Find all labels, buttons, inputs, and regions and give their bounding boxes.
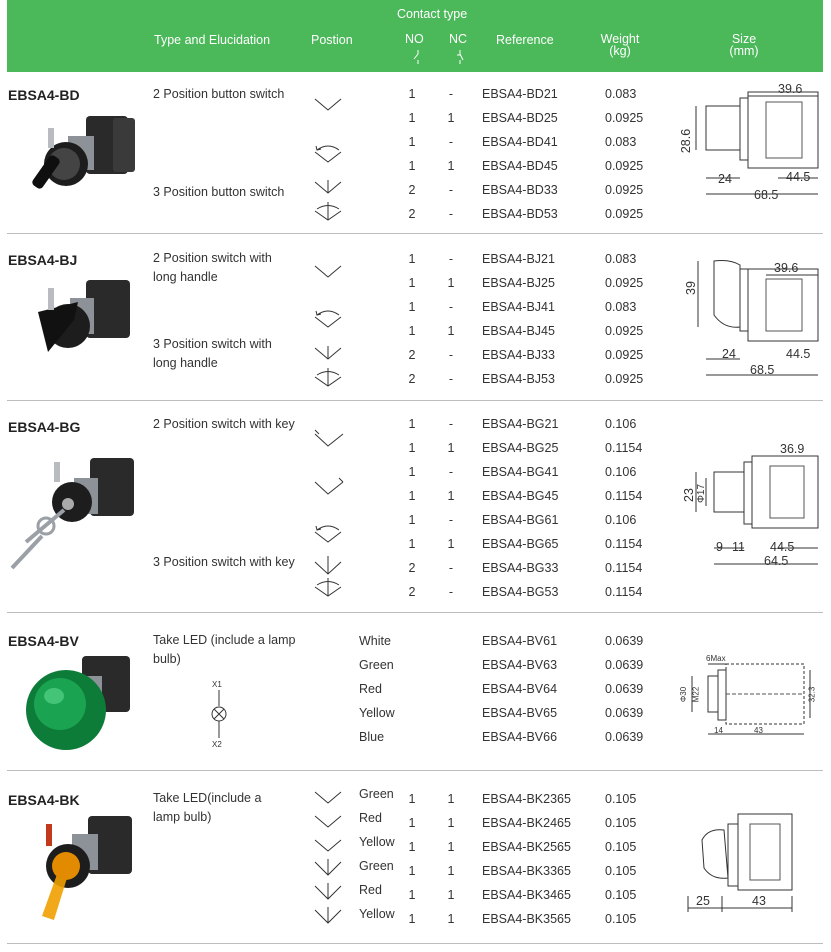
reference-value: EBSA4-BK3565: [482, 912, 571, 926]
no-value: 1: [408, 792, 416, 806]
color-value: Green: [359, 658, 394, 672]
dimension-label: 9: [716, 540, 723, 554]
lamp-terminal-label: X1: [212, 680, 222, 689]
weight-value: 0.105: [605, 888, 637, 902]
position-symbol-icon: [313, 344, 343, 364]
nc-value: -: [448, 372, 454, 386]
no-value: 1: [408, 888, 416, 902]
dimension-label: 68.5: [750, 363, 775, 377]
no-value: 1: [408, 513, 416, 527]
weight-value: 0.0925: [605, 324, 644, 338]
reference-value: EBSA4-BJ41: [482, 300, 555, 314]
weight-value: 0.0925: [605, 207, 644, 221]
no-value: 1: [408, 111, 416, 125]
reference-value: EBSA4-BV63: [482, 658, 558, 672]
dimension-label: 64.5: [764, 554, 789, 568]
divider: [7, 400, 823, 401]
weight-value: 0.0925: [605, 372, 644, 386]
reference-value: EBSA4-BG53: [482, 585, 559, 599]
position-symbol-icon: [313, 476, 345, 498]
dimension-label: 43: [754, 726, 763, 735]
nc-value: -: [448, 252, 454, 266]
weight-value: 0.083: [605, 135, 637, 149]
nc-value: -: [448, 207, 454, 221]
dimension-label: 44.5: [786, 170, 811, 184]
reference-value: EBSA4-BK2365: [482, 792, 571, 806]
dimension-label: Φ30: [679, 686, 689, 703]
position-symbol-icon: [313, 859, 343, 879]
weight-value: 0.0639: [605, 658, 644, 672]
divider: [7, 943, 823, 944]
nc-value: -: [448, 561, 454, 575]
reference-value: EBSA4-BD33: [482, 183, 558, 197]
model-name: EBSA4-BK: [8, 792, 80, 808]
weight-value: 0.0925: [605, 159, 644, 173]
nc-value: 1: [447, 816, 455, 830]
reference-value: EBSA4-BD53: [482, 207, 558, 221]
weight-value: 0.0925: [605, 276, 644, 290]
position-symbol-icon: [313, 520, 345, 544]
divider: [7, 612, 823, 613]
reference-value: EBSA4-BV65: [482, 706, 558, 720]
nc-value: 1: [447, 792, 455, 806]
nc-value: 1: [447, 489, 455, 503]
color-value: Red: [359, 682, 382, 696]
reference-value: EBSA4-BK2465: [482, 816, 571, 830]
color-value: Green: [359, 859, 394, 873]
weight-value: 0.106: [605, 417, 637, 431]
no-value: 2: [408, 561, 416, 575]
weight-unit: (kg): [609, 44, 631, 58]
reference-value: EBSA4-BV61: [482, 634, 558, 648]
no-value: 1: [408, 159, 416, 173]
nc-value: -: [448, 183, 454, 197]
position-symbol-icon: [313, 907, 343, 927]
nc-value: 1: [447, 441, 455, 455]
reference-value: EBSA4-BG61: [482, 513, 559, 527]
position-heading: Postion: [311, 33, 353, 47]
weight-value: 0.0639: [605, 682, 644, 696]
weight-value: 0.0925: [605, 183, 644, 197]
dimension-label: Φ17: [696, 483, 708, 504]
dimension-drawing: [678, 438, 823, 572]
no-value: 1: [408, 417, 416, 431]
dimension-label: 44.5: [786, 347, 811, 361]
no-value: 1: [408, 87, 416, 101]
weight-value: 0.106: [605, 465, 637, 479]
dimension-label: 68.5: [754, 188, 779, 202]
reference-value: EBSA4-BK3465: [482, 888, 571, 902]
nc-value: -: [448, 348, 454, 362]
no-value: 2: [408, 183, 416, 197]
no-value: 1: [408, 465, 416, 479]
weight-value: 0.0925: [605, 348, 644, 362]
position-symbol-icon: [313, 200, 343, 222]
type-description: 3 Position button switch: [153, 185, 285, 199]
type-heading: Type and Elucidation: [154, 33, 271, 47]
no-value: 2: [408, 348, 416, 362]
lamp-symbol: [204, 680, 234, 750]
reference-value: EBSA4-BD25: [482, 111, 558, 125]
dimension-label: M22: [691, 686, 701, 703]
model-name: EBSA4-BD: [8, 87, 80, 103]
nc-value: -: [448, 135, 454, 149]
reference-value: EBSA4-BJ53: [482, 372, 555, 386]
dimension-label: 39: [683, 281, 698, 295]
contact-type-heading: Contact type: [397, 7, 468, 21]
dimension-drawing: [678, 650, 823, 745]
no-value: 2: [408, 585, 416, 599]
no-value: 1: [408, 489, 416, 503]
weight-value: 0.1154: [605, 585, 643, 599]
dimension-label: 28.6: [679, 128, 694, 154]
reference-value: EBSA4-BV66: [482, 730, 558, 744]
reference-value: EBSA4-BD41: [482, 135, 558, 149]
weight-value: 0.1154: [605, 561, 643, 575]
reference-value: EBSA4-BK2565: [482, 840, 571, 854]
no-value: 1: [408, 300, 416, 314]
position-symbol-icon: [313, 95, 343, 115]
lamp-icon: [204, 690, 234, 740]
reference-value: EBSA4-BD21: [482, 87, 558, 101]
reference-value: EBSA4-BK3365: [482, 864, 571, 878]
position-symbol-icon: [313, 789, 343, 807]
reference-value: EBSA4-BG45: [482, 489, 559, 503]
type-description: Take LED(include a lamp bulb): [153, 791, 262, 824]
no-value: 2: [408, 207, 416, 221]
position-symbol-icon: [313, 178, 343, 198]
position-symbol-icon: [313, 366, 343, 388]
color-value: White: [359, 634, 391, 648]
reference-value: EBSA4-BG33: [482, 561, 559, 575]
nc-value: -: [448, 87, 454, 101]
nc-value: -: [448, 585, 454, 599]
type-description: 2 Position button switch: [153, 87, 285, 101]
nc-contact-symbol-icon: [453, 50, 467, 64]
dimension-label: 36.9: [780, 442, 805, 456]
no-value: 2: [408, 372, 416, 386]
selector-switch-photo: [18, 108, 140, 214]
table-header: [7, 0, 823, 72]
nc-value: 1: [447, 864, 455, 878]
type-description: Take LED (include a lamp bulb): [153, 633, 296, 666]
weight-value: 0.1154: [605, 441, 643, 455]
color-value: Yellow: [359, 835, 395, 849]
reference-value: EBSA4-BG25: [482, 441, 559, 455]
dimension-label: 32.3: [807, 686, 817, 703]
position-symbol-icon: [313, 556, 345, 578]
no-value: 1: [408, 252, 416, 266]
divider: [7, 770, 823, 771]
reference-value: EBSA4-BG41: [482, 465, 559, 479]
dimension-label: 25: [696, 894, 710, 908]
weight-value: 0.083: [605, 252, 637, 266]
reference-value: EBSA4-BJ45: [482, 324, 555, 338]
weight-value: 0.105: [605, 816, 637, 830]
no-value: 1: [408, 441, 416, 455]
no-value: 1: [408, 324, 416, 338]
long-handle-switch-photo: [18, 272, 140, 377]
nc-value: -: [448, 513, 454, 527]
position-symbol-icon: [313, 883, 343, 903]
weight-value: 0.083: [605, 300, 637, 314]
dimension-drawing: [678, 82, 823, 212]
size-heading: Size: [731, 32, 757, 46]
reference-value: EBSA4-BG65: [482, 537, 559, 551]
position-symbol-icon: [313, 305, 343, 329]
dimension-label: 44.5: [770, 540, 795, 554]
no-value: 1: [408, 912, 416, 926]
pilot-light-photo: [22, 652, 140, 757]
weight-value: 0.1154: [605, 489, 643, 503]
color-value: Red: [359, 883, 382, 897]
color-value: Green: [359, 787, 394, 801]
nc-value: 1: [447, 888, 455, 902]
dimension-drawing: [678, 255, 823, 385]
model-name: EBSA4-BV: [8, 633, 79, 649]
reference-heading: Reference: [496, 33, 554, 47]
weight-heading: Weight: [600, 32, 640, 46]
weight-value: 0.083: [605, 87, 637, 101]
lamp-terminal-label: X2: [212, 740, 222, 749]
no-value: 1: [408, 840, 416, 854]
nc-value: -: [448, 465, 454, 479]
color-value: Red: [359, 811, 382, 825]
no-value: 1: [408, 135, 416, 149]
reference-value: EBSA4-BJ25: [482, 276, 555, 290]
key-switch-photo: [6, 452, 144, 580]
nc-value: 1: [447, 276, 455, 290]
weight-value: 0.105: [605, 792, 637, 806]
no-value: 1: [408, 816, 416, 830]
dimension-label: 39.6: [778, 82, 803, 96]
dimension-label: 14: [714, 726, 723, 735]
position-symbol-icon: [313, 262, 343, 282]
weight-value: 0.1154: [605, 537, 643, 551]
size-unit: (mm): [729, 44, 759, 58]
divider: [7, 233, 823, 234]
reference-value: EBSA4-BD45: [482, 159, 558, 173]
model-name: EBSA4-BJ: [8, 252, 78, 268]
reference-value: EBSA4-BJ21: [482, 252, 555, 266]
nc-value: 1: [447, 324, 455, 338]
position-symbol-icon: [313, 837, 343, 855]
color-value: Blue: [359, 730, 385, 744]
weight-value: 0.0925: [605, 111, 644, 125]
nc-value: 1: [447, 912, 455, 926]
reference-value: EBSA4-BV64: [482, 682, 558, 696]
type-description: 2 Position switch with long handle: [153, 251, 272, 284]
nc-value: -: [448, 300, 454, 314]
position-symbol-icon: [313, 428, 345, 450]
reference-value: EBSA4-BJ33: [482, 348, 555, 362]
nc-value: 1: [447, 537, 455, 551]
nc-value: 1: [447, 840, 455, 854]
dimension-drawing: [678, 800, 823, 915]
no-heading: NO: [405, 32, 424, 46]
nc-value: -: [448, 417, 454, 431]
dimension-label: 23: [681, 488, 696, 502]
illuminated-selector-photo: [20, 810, 140, 934]
reference-value: EBSA4-BG21: [482, 417, 559, 431]
nc-heading: NC: [449, 32, 468, 46]
dimension-label: 43: [752, 894, 766, 908]
no-value: 1: [408, 276, 416, 290]
type-description: 3 Position switch with long handle: [153, 337, 272, 370]
position-symbol-icon: [313, 576, 345, 598]
weight-value: 0.105: [605, 912, 637, 926]
weight-value: 0.0639: [605, 730, 644, 744]
dimension-label: 24: [718, 172, 732, 186]
no-value: 1: [408, 864, 416, 878]
dimension-label: 11: [732, 540, 745, 554]
no-contact-symbol-icon: [411, 50, 425, 64]
type-description: 3 Position switch with key: [153, 555, 295, 569]
color-value: Yellow: [359, 907, 395, 921]
nc-value: 1: [447, 111, 455, 125]
weight-value: 0.105: [605, 840, 637, 854]
weight-value: 0.105: [605, 864, 637, 878]
type-description: 2 Position switch with key: [153, 417, 295, 431]
dimension-label: 39.6: [774, 261, 799, 275]
dimension-label: 24: [722, 347, 736, 361]
no-value: 1: [408, 537, 416, 551]
model-name: EBSA4-BG: [8, 419, 81, 435]
weight-value: 0.0639: [605, 634, 644, 648]
weight-value: 0.0639: [605, 706, 644, 720]
color-value: Yellow: [359, 706, 395, 720]
position-symbol-icon: [313, 140, 343, 164]
position-symbol-icon: [313, 813, 343, 831]
weight-value: 0.106: [605, 513, 637, 527]
nc-value: 1: [447, 159, 455, 173]
dimension-label: 6Max: [706, 654, 726, 663]
